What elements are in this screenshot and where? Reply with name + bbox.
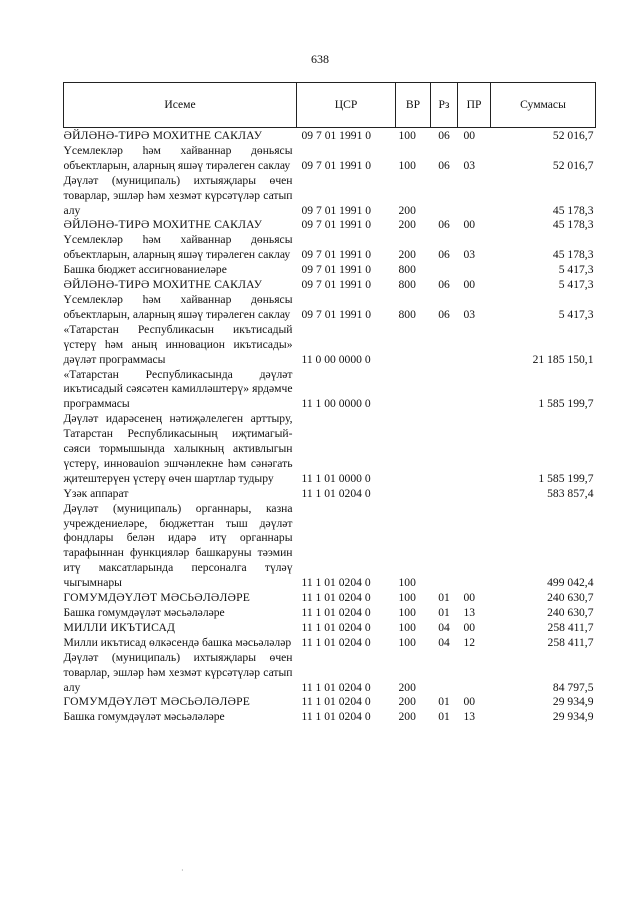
- cell-pr: 03: [463, 307, 476, 321]
- table-row: [64, 412, 596, 487]
- cell-sum: 240 630,7: [547, 591, 594, 605]
- cell-sum: 240 630,7: [547, 606, 594, 619]
- cell-name: ГОМУМДӘҮЛӘТ МӘСЬӘЛӘЛӘРЕ: [63, 591, 251, 605]
- cell-name: Үсемлекләр һәм хайваннар дөньясы объектларын, аларның яшәү тирәлеген саклау: [63, 143, 293, 172]
- cell-pr: [458, 412, 491, 487]
- table-row: [64, 293, 596, 323]
- cell-rz: 06: [438, 129, 450, 142]
- table-row: [64, 621, 596, 636]
- cell-sum: 5 417,3: [558, 263, 594, 277]
- cell-pr: [458, 487, 491, 502]
- cell-csr: 09 7 01 1991 0: [301, 278, 372, 292]
- cell-sum: 5 417,3: [558, 278, 594, 292]
- cell-name: Башка бюджет ассигнованиеләре: [63, 263, 227, 277]
- cell-sum: 52 016,7: [552, 158, 594, 172]
- cell-vr: 800: [398, 278, 416, 292]
- cell-name: ГОМУМДӘҮЛӘТ МӘСЬӘЛӘЛӘРЕ: [63, 695, 251, 709]
- cell-pr: 13: [463, 710, 476, 724]
- cell-name: Дәүләт (муниципаль) ихтыяҗлары өчен товарлар, эшләр һәм хезмәт күрсәтүләр сатып алу: [63, 173, 293, 217]
- cell-csr: 09 7 01 1991 0: [301, 158, 372, 172]
- cell-csr: 11 1 01 0204 0: [301, 620, 371, 634]
- cell-name: «Татарстан Республикасында дәүләт икътисадый сәясәтен камилләштерү» ярдәмче программасы: [63, 367, 293, 411]
- cell-pr: 00: [463, 129, 476, 142]
- table-row: [64, 263, 596, 278]
- cell-name: Үзәк аппарат: [63, 486, 129, 500]
- cell-name: Үсемлекләр һәм хайваннар дөньясы объектларын, аларның яшәү тирәлеген саклау: [63, 233, 293, 262]
- cell-vr: 100: [398, 158, 416, 172]
- cell-csr: 11 1 01 0204 0: [301, 576, 371, 590]
- cell-sum: 1 585 199,7: [538, 471, 594, 485]
- cell-rz: 06: [438, 158, 450, 172]
- cell-csr: 11 1 01 0000 0: [301, 471, 371, 485]
- cell-name: Башка гомумдәүләт мәсьәләләре: [63, 710, 225, 724]
- cell-pr: 12: [463, 635, 476, 649]
- cell-sum: 258 411,7: [547, 635, 594, 649]
- table-row: [64, 218, 596, 233]
- cell-pr: 00: [463, 591, 476, 605]
- table-row: [64, 651, 596, 696]
- cell-csr: 11 1 00 0000 0: [301, 397, 371, 411]
- cell-name: Милли икътисад өлкәсендә башка мәсьәләләр: [63, 635, 292, 649]
- cell-pr: [458, 502, 491, 591]
- cell-vr: [396, 323, 431, 368]
- cell-rz: 01: [438, 606, 450, 619]
- cell-sum: 5 417,3: [558, 307, 594, 321]
- budget-table: [63, 82, 596, 725]
- cell-sum: 52 016,7: [552, 129, 594, 142]
- cell-vr: [396, 487, 431, 502]
- cell-pr: 03: [463, 248, 476, 262]
- cell-name: Үсемлекләр һәм хайваннар дөньясы объектларын, аларның яшәү тирәлеген саклау: [63, 292, 293, 321]
- table-header: [64, 83, 596, 128]
- cell-vr: 200: [398, 710, 416, 724]
- cell-csr: 11 1 01 0204 0: [301, 591, 371, 605]
- cell-vr: 100: [398, 620, 416, 634]
- cell-rz: 04: [438, 620, 450, 634]
- page-number: 638: [311, 52, 329, 66]
- table-row: [64, 278, 596, 293]
- cell-sum: 21 185 150,1: [532, 352, 594, 366]
- cell-csr: 09 7 01 1991 0: [301, 218, 372, 232]
- cell-name: ӘЙЛӘНӘ-ТИРӘ МОХИТНЕ САКЛАУ: [63, 129, 263, 142]
- cell-vr: [396, 368, 431, 413]
- cell-sum: 84 797,5: [552, 680, 594, 694]
- cell-csr: 11 1 01 0204 0: [301, 606, 371, 619]
- cell-sum: 258 411,7: [547, 620, 594, 634]
- table-row: [64, 144, 596, 174]
- cell-name: ӘЙЛӘНӘ-ТИРӘ МОХИТНЕ САКЛАУ: [63, 278, 263, 292]
- cell-rz: 06: [438, 218, 450, 232]
- cell-vr: 200: [398, 680, 416, 694]
- header-name: Исеме: [64, 83, 297, 128]
- table-row: [64, 233, 596, 263]
- cell-rz: [431, 323, 458, 368]
- cell-sum: 583 857,4: [547, 486, 594, 500]
- cell-rz: [431, 502, 458, 591]
- cell-sum: 499 042,4: [547, 576, 594, 590]
- cell-csr: 11 1 01 0204 0: [301, 695, 371, 709]
- cell-rz: 06: [438, 248, 450, 262]
- cell-csr: 09 7 01 1991 0: [301, 129, 372, 142]
- cell-csr: 09 7 01 1991 0: [301, 307, 372, 321]
- table-row: [64, 502, 596, 591]
- cell-rz: [431, 368, 458, 413]
- cell-vr: [396, 412, 431, 487]
- cell-vr: 800: [398, 307, 416, 321]
- cell-pr: 00: [463, 278, 476, 292]
- cell-sum: 45 178,3: [552, 203, 594, 217]
- header-csr: ЦСР: [297, 83, 396, 128]
- header-rz: Рз: [431, 83, 458, 128]
- table-row: [64, 487, 596, 502]
- cell-pr: 00: [463, 620, 476, 634]
- cell-pr: 00: [463, 695, 476, 709]
- cell-csr: 11 1 01 0204 0: [301, 680, 371, 694]
- cell-vr: 100: [398, 606, 416, 619]
- cell-name: «Татарстан Республикасын икътисадый үстерү һәм аның инновацион икътисады» дәүләт программасы: [63, 322, 293, 366]
- cell-sum: 29 934,9: [552, 695, 594, 709]
- cell-rz: 01: [438, 695, 450, 709]
- cell-rz: 06: [438, 278, 450, 292]
- cell-name: Дәүләт идарәсенең нәтиҗәлелеген арттыру, Татарстан Республикасының иҗтимагый-сәяси тормышында халыкның активлыгын үстерү, инноваuion эшчәнлекне һәм сәнәгать җитештерүен үстерү өчен шартлар тудыру: [63, 412, 293, 485]
- cell-vr: 200: [398, 248, 416, 262]
- cell-csr: 11 1 01 0204 0: [301, 486, 371, 500]
- table-row: [64, 128, 596, 144]
- cell-name: Дәүләт (муниципаль) ихтыяҗлары өчен товарлар, эшләр һәм хезмәт күрсәтүләр сатып алу: [63, 650, 293, 694]
- table-row: [64, 636, 596, 651]
- cell-name: МИЛЛИ ИКЪТИСАД: [63, 620, 176, 634]
- header-vr: ВР: [396, 83, 431, 128]
- scan-mark: ·: [181, 866, 184, 875]
- cell-rz: [431, 263, 458, 278]
- cell-csr: 11 1 01 0204 0: [301, 710, 371, 724]
- cell-rz: [431, 651, 458, 696]
- cell-rz: [431, 174, 458, 219]
- cell-vr: 800: [398, 263, 416, 277]
- cell-csr: 11 1 01 0204 0: [301, 635, 371, 649]
- cell-pr: 03: [463, 158, 476, 172]
- cell-csr: 09 7 01 1991 0: [301, 203, 372, 217]
- cell-rz: [431, 487, 458, 502]
- header-sum: Суммасы: [491, 83, 596, 128]
- cell-vr: 200: [398, 695, 416, 709]
- table-row: [64, 710, 596, 725]
- cell-rz: [431, 412, 458, 487]
- table-row: [64, 174, 596, 219]
- table-row: [64, 323, 596, 368]
- cell-vr: 200: [398, 203, 416, 217]
- cell-pr: [458, 323, 491, 368]
- cell-vr: 100: [398, 635, 416, 649]
- cell-pr: [458, 651, 491, 696]
- table-body: [64, 128, 596, 726]
- cell-pr: [458, 263, 491, 278]
- cell-name: Дәүләт (муниципаль) органнары, казна учреждениеләре, бюджеттан тыш дәүләт фондлары белән идарә итү органнары тарафыннан функцияләр башкаруны тәэмин итү максатларында персоналга түләү чыгымнары: [63, 501, 293, 590]
- cell-sum: 45 178,3: [552, 218, 594, 232]
- cell-csr: 09 7 01 1991 0: [301, 263, 372, 277]
- cell-pr: 13: [463, 606, 476, 619]
- cell-pr: [458, 174, 491, 219]
- cell-pr: [458, 368, 491, 413]
- cell-sum: 45 178,3: [552, 248, 594, 262]
- table-row: [64, 368, 596, 413]
- cell-csr: 11 0 00 0000 0: [301, 352, 371, 366]
- table-row: [64, 591, 596, 606]
- cell-name: Башка гомумдәүләт мәсьәләләре: [63, 606, 225, 619]
- cell-vr: 100: [398, 129, 416, 142]
- cell-vr: 100: [398, 576, 416, 590]
- cell-rz: 01: [438, 710, 450, 724]
- table-row: [64, 695, 596, 710]
- cell-name: ӘЙЛӘНӘ-ТИРӘ МОХИТНЕ САКЛАУ: [63, 218, 263, 232]
- cell-pr: 00: [463, 218, 476, 232]
- cell-rz: 06: [438, 307, 450, 321]
- cell-sum: 29 934,9: [552, 710, 594, 724]
- header-pr: ПР: [458, 83, 491, 128]
- cell-rz: 01: [438, 591, 450, 605]
- cell-sum: 1 585 199,7: [538, 397, 594, 411]
- cell-rz: 04: [438, 635, 450, 649]
- cell-csr: 09 7 01 1991 0: [301, 248, 372, 262]
- cell-vr: 200: [398, 218, 416, 232]
- cell-vr: 100: [398, 591, 416, 605]
- table-row: [64, 606, 596, 621]
